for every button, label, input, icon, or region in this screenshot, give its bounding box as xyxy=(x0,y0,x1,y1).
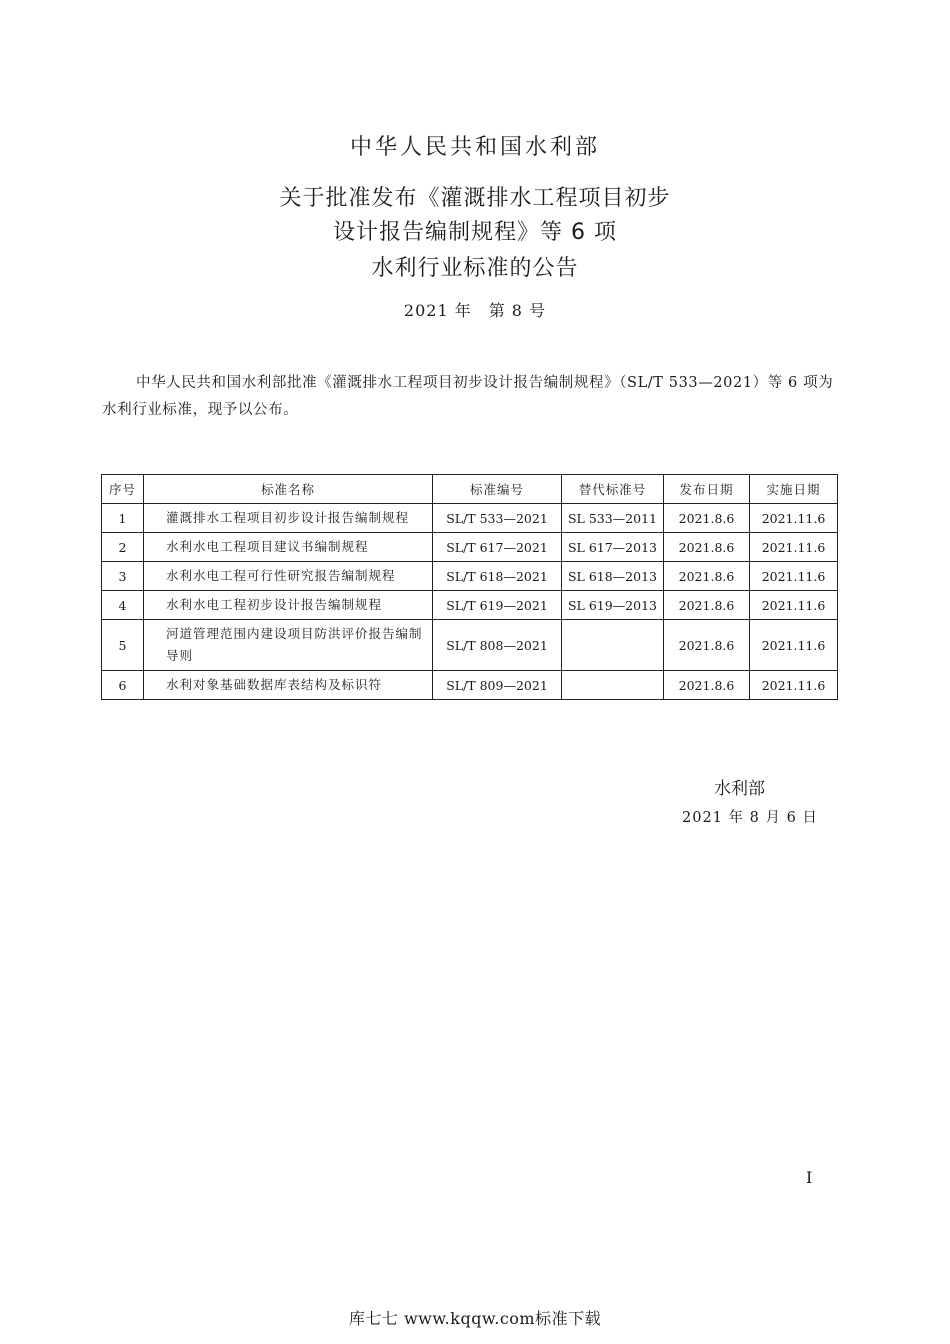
cell-name: 水利水电工程可行性研究报告编制规程 xyxy=(144,562,433,591)
footer-watermark-text: 库七七 www.kqqw.com标准下载 xyxy=(348,1309,602,1328)
cell-code: SL/T 809—2021 xyxy=(433,671,562,700)
cell-no: 5 xyxy=(102,620,144,671)
cell-effective: 2021.11.6 xyxy=(750,562,838,591)
cell-replaces: SL 533—2011 xyxy=(562,504,664,533)
cell-effective: 2021.11.6 xyxy=(750,504,838,533)
cell-published: 2021.8.6 xyxy=(664,562,750,591)
notice-title-line-3: 水利行业标准的公告 xyxy=(371,256,579,281)
cell-published: 2021.8.6 xyxy=(664,504,750,533)
issue-number: 2021 年 第 8 号 xyxy=(403,301,547,320)
cell-name: 灌溉排水工程项目初步设计报告编制规程 xyxy=(144,504,433,533)
col-header-effective: 实施日期 xyxy=(750,475,838,504)
cell-code: SL/T 533—2021 xyxy=(433,504,562,533)
cell-code: SL/T 808—2021 xyxy=(433,620,562,671)
table-header-row xyxy=(102,475,838,504)
cell-name: 河道管理范围内建设项目防洪评价报告编制导则 xyxy=(144,620,433,671)
cell-replaces: SL 617—2013 xyxy=(562,533,664,562)
cell-no: 3 xyxy=(102,562,144,591)
issuing-ministry: 中华人民共和国水利部 xyxy=(349,135,600,160)
cell-code: SL/T 618—2021 xyxy=(433,562,562,591)
cell-code: SL/T 619—2021 xyxy=(433,591,562,620)
cell-replaces xyxy=(562,671,664,700)
table-row xyxy=(102,562,838,591)
col-header-replaces: 替代标准号 xyxy=(562,475,664,504)
cell-published: 2021.8.6 xyxy=(664,620,750,671)
cell-effective: 2021.11.6 xyxy=(750,591,838,620)
cell-name: 水利水电工程初步设计报告编制规程 xyxy=(144,591,433,620)
signature-date: 2021 年 8 月 6 日 xyxy=(682,810,818,826)
col-header-code: 标准编号 xyxy=(433,475,562,504)
notice-paragraph: 中华人民共和国水利部批准《灌溉排水工程项目初步设计报告编制规程》（SL/T 533—2021）等 6 项为水利行业标准，现予以公布。 xyxy=(102,375,834,418)
col-header-published: 发布日期 xyxy=(664,475,750,504)
cell-effective: 2021.11.6 xyxy=(750,671,838,700)
table-row xyxy=(102,504,838,533)
cell-replaces: SL 618—2013 xyxy=(562,562,664,591)
table-row xyxy=(102,591,838,620)
cell-no: 6 xyxy=(102,671,144,700)
cell-name: 水利水电工程项目建议书编制规程 xyxy=(144,533,433,562)
cell-published: 2021.8.6 xyxy=(664,533,750,562)
cell-code: SL/T 617—2021 xyxy=(433,533,562,562)
signature-organization: 水利部 xyxy=(714,779,765,799)
table-row xyxy=(102,533,838,562)
cell-replaces xyxy=(562,620,664,671)
table-row xyxy=(102,671,838,700)
cell-published: 2021.8.6 xyxy=(664,591,750,620)
cell-published: 2021.8.6 xyxy=(664,671,750,700)
col-header-no: 序号 xyxy=(102,475,144,504)
cell-no: 1 xyxy=(102,504,144,533)
cell-no: 2 xyxy=(102,533,144,562)
cell-no: 4 xyxy=(102,591,144,620)
cell-replaces: SL 619—2013 xyxy=(562,591,664,620)
page-number: I xyxy=(806,1168,813,1187)
table-row xyxy=(102,620,838,671)
notice-title-line-1: 关于批准发布《灌溉排水工程项目初步 xyxy=(279,186,671,211)
col-header-name: 标准名称 xyxy=(144,475,433,504)
standards-table xyxy=(101,474,838,700)
cell-effective: 2021.11.6 xyxy=(750,620,838,671)
cell-effective: 2021.11.6 xyxy=(750,533,838,562)
notice-title-line-2: 设计报告编制规程》等 6 项 xyxy=(333,220,617,245)
cell-name: 水利对象基础数据库表结构及标识符 xyxy=(144,671,433,700)
